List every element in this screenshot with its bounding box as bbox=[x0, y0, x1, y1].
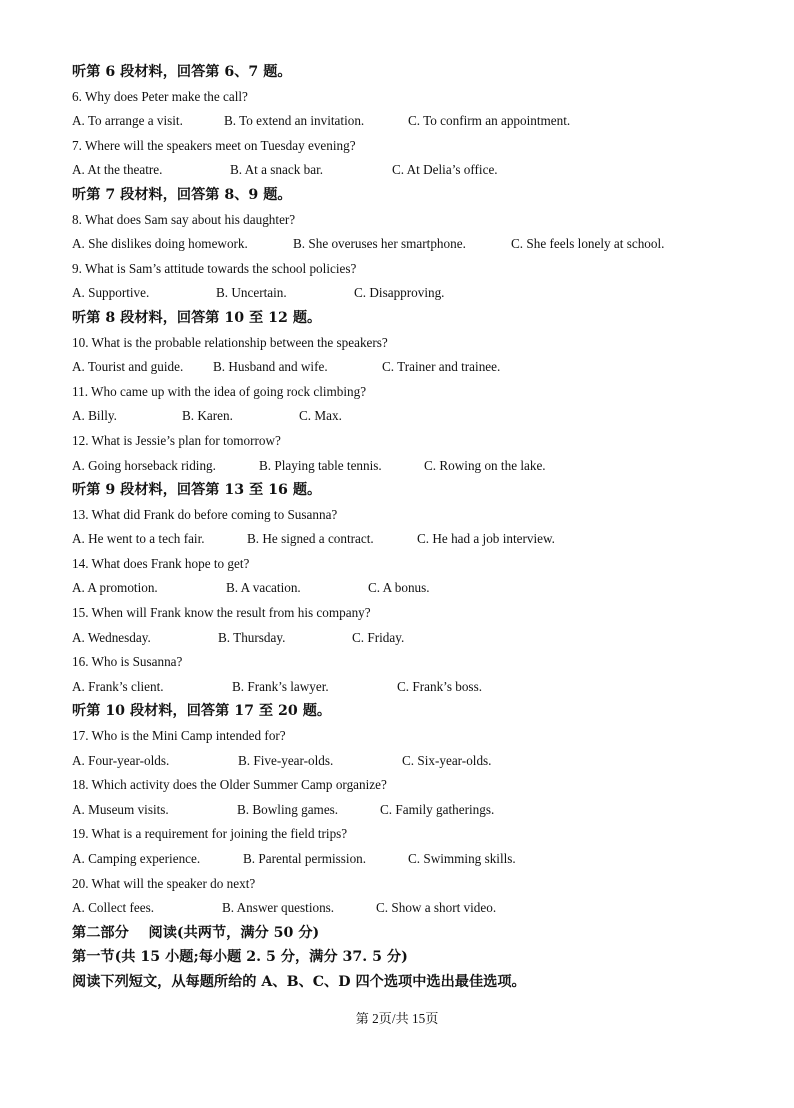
question-text: 6. Why does Peter make the call? bbox=[72, 88, 248, 104]
options-row bbox=[72, 281, 752, 306]
reading-instruction: 阅读下列短文，从每题所给的 A、B、C、D 四个选项中选出最佳选项。 bbox=[72, 973, 526, 990]
question-text: 17. Who is the Mini Camp intended for? bbox=[72, 728, 286, 744]
question-text: 14. What does Frank hope to get? bbox=[72, 555, 250, 571]
option-b: B. Thursday. bbox=[218, 629, 286, 645]
option-a: A. At the theatre. bbox=[72, 162, 163, 178]
section-one-title: 第一节(共 15 小题;每小题 2. 5 分，满分 37. 5 分) bbox=[72, 949, 408, 966]
option-a: A. Museum visits. bbox=[72, 801, 169, 817]
options-row bbox=[72, 404, 752, 429]
section-heading: 听第 8 段材料，回答第 10 至 12 题。 bbox=[72, 309, 322, 326]
options-row bbox=[72, 109, 752, 134]
question-text: 12. What is Jessie’s plan for tomorrow? bbox=[72, 432, 281, 448]
options-row bbox=[72, 626, 752, 651]
option-b: B. Uncertain. bbox=[216, 285, 287, 301]
options-row bbox=[72, 158, 752, 183]
question-text: 18. Which activity does the Older Summer Camp organize? bbox=[72, 777, 387, 793]
option-c: C. Trainer and trainee. bbox=[382, 359, 501, 375]
option-c: C. Frank’s boss. bbox=[397, 678, 482, 694]
option-c: C. At Delia’s office. bbox=[392, 162, 498, 178]
section-heading: 听第 9 段材料，回答第 13 至 16 题。 bbox=[72, 482, 322, 499]
option-c: C. Max. bbox=[299, 408, 342, 424]
option-a: A. Billy. bbox=[72, 408, 117, 424]
option-c: C. He had a job interview. bbox=[417, 531, 555, 547]
question-text: 11. Who came up with the idea of going rock climbing? bbox=[72, 383, 367, 399]
option-a: A. She dislikes doing homework. bbox=[72, 236, 248, 252]
question-text: 15. When will Frank know the result from his company? bbox=[72, 605, 371, 621]
option-c: C. A bonus. bbox=[368, 580, 430, 596]
options-row bbox=[72, 847, 752, 872]
option-b: B. Bowling games. bbox=[237, 801, 339, 817]
options-row bbox=[72, 576, 752, 601]
section-heading: 听第 6 段材料，回答第 6、7 题。 bbox=[72, 64, 292, 80]
page-number: 第 2页/共 15页 bbox=[355, 1011, 439, 1026]
question-text: 13. What did Frank do before coming to Susanna? bbox=[72, 506, 338, 522]
options-row bbox=[72, 355, 752, 380]
option-a: A. Wednesday. bbox=[72, 629, 151, 645]
option-a: A. Collect fees. bbox=[72, 900, 155, 916]
question-text: 10. What is the probable relationship between the speakers? bbox=[72, 334, 388, 350]
option-a: A. He went to a tech fair. bbox=[72, 531, 205, 547]
options-row bbox=[72, 232, 752, 257]
option-b: B. A vacation. bbox=[226, 580, 301, 596]
option-a: A. Going horseback riding. bbox=[72, 457, 216, 473]
option-a: A. Supportive. bbox=[72, 285, 150, 301]
option-b: B. She overuses her smartphone. bbox=[293, 236, 466, 252]
option-b: B. Parental permission. bbox=[243, 851, 367, 866]
option-a: A. Camping experience. bbox=[72, 851, 201, 866]
option-c: C. Friday. bbox=[352, 629, 405, 645]
option-a: A. Four-year-olds. bbox=[72, 752, 170, 768]
question-text: 20. What will the speaker do next? bbox=[72, 875, 256, 891]
option-b: B. He signed a contract. bbox=[247, 531, 374, 547]
option-a: A. A promotion. bbox=[72, 580, 158, 596]
question-text: 7. Where will the speakers meet on Tuesday evening? bbox=[72, 137, 356, 153]
options-row bbox=[72, 798, 752, 823]
question-text: 16. Who is Susanna? bbox=[72, 654, 183, 670]
options-row bbox=[72, 454, 752, 479]
option-b: B. Karen. bbox=[182, 408, 233, 424]
options-row bbox=[72, 675, 752, 700]
question-text: 8. What does Sam say about his daughter? bbox=[72, 211, 296, 227]
option-a: A. Frank’s client. bbox=[72, 678, 164, 694]
section-heading: 听第 7 段材料，回答第 8、9 题。 bbox=[72, 186, 292, 203]
exam-page bbox=[72, 60, 752, 995]
option-b: B. Playing table tennis. bbox=[259, 457, 382, 473]
section-heading: 听第 10 段材料，回答第 17 至 20 题。 bbox=[72, 703, 332, 720]
option-c: C. Show a short video. bbox=[376, 900, 497, 916]
part-two-title: 第二部分 阅读(共两节，满分 50 分) bbox=[72, 924, 320, 941]
option-c: C. Six-year-olds. bbox=[402, 752, 492, 768]
options-row bbox=[72, 749, 752, 774]
option-c: C. Rowing on the lake. bbox=[424, 457, 546, 473]
question-text: 9. What is Sam’s attitude towards the school policies? bbox=[72, 260, 357, 276]
option-b: B. To extend an invitation. bbox=[224, 113, 365, 129]
option-c: C. Swimming skills. bbox=[408, 851, 516, 866]
option-b: B. Frank’s lawyer. bbox=[232, 678, 329, 694]
option-b: B. At a snack bar. bbox=[230, 162, 324, 178]
option-b: B. Answer questions. bbox=[222, 900, 335, 916]
option-c: C. She feels lonely at school. bbox=[511, 236, 665, 252]
option-c: C. To confirm an appointment. bbox=[408, 113, 571, 129]
option-b: B. Husband and wife. bbox=[213, 359, 328, 375]
options-row bbox=[72, 527, 752, 552]
option-c: C. Disapproving. bbox=[354, 285, 445, 301]
options-row bbox=[72, 896, 752, 921]
option-c: C. Family gatherings. bbox=[380, 801, 495, 817]
question-text: 19. What is a requirement for joining the field trips? bbox=[72, 826, 348, 842]
option-a: A. To arrange a visit. bbox=[72, 113, 183, 129]
option-b: B. Five-year-olds. bbox=[238, 752, 334, 768]
option-a: A. Tourist and guide. bbox=[72, 359, 184, 375]
